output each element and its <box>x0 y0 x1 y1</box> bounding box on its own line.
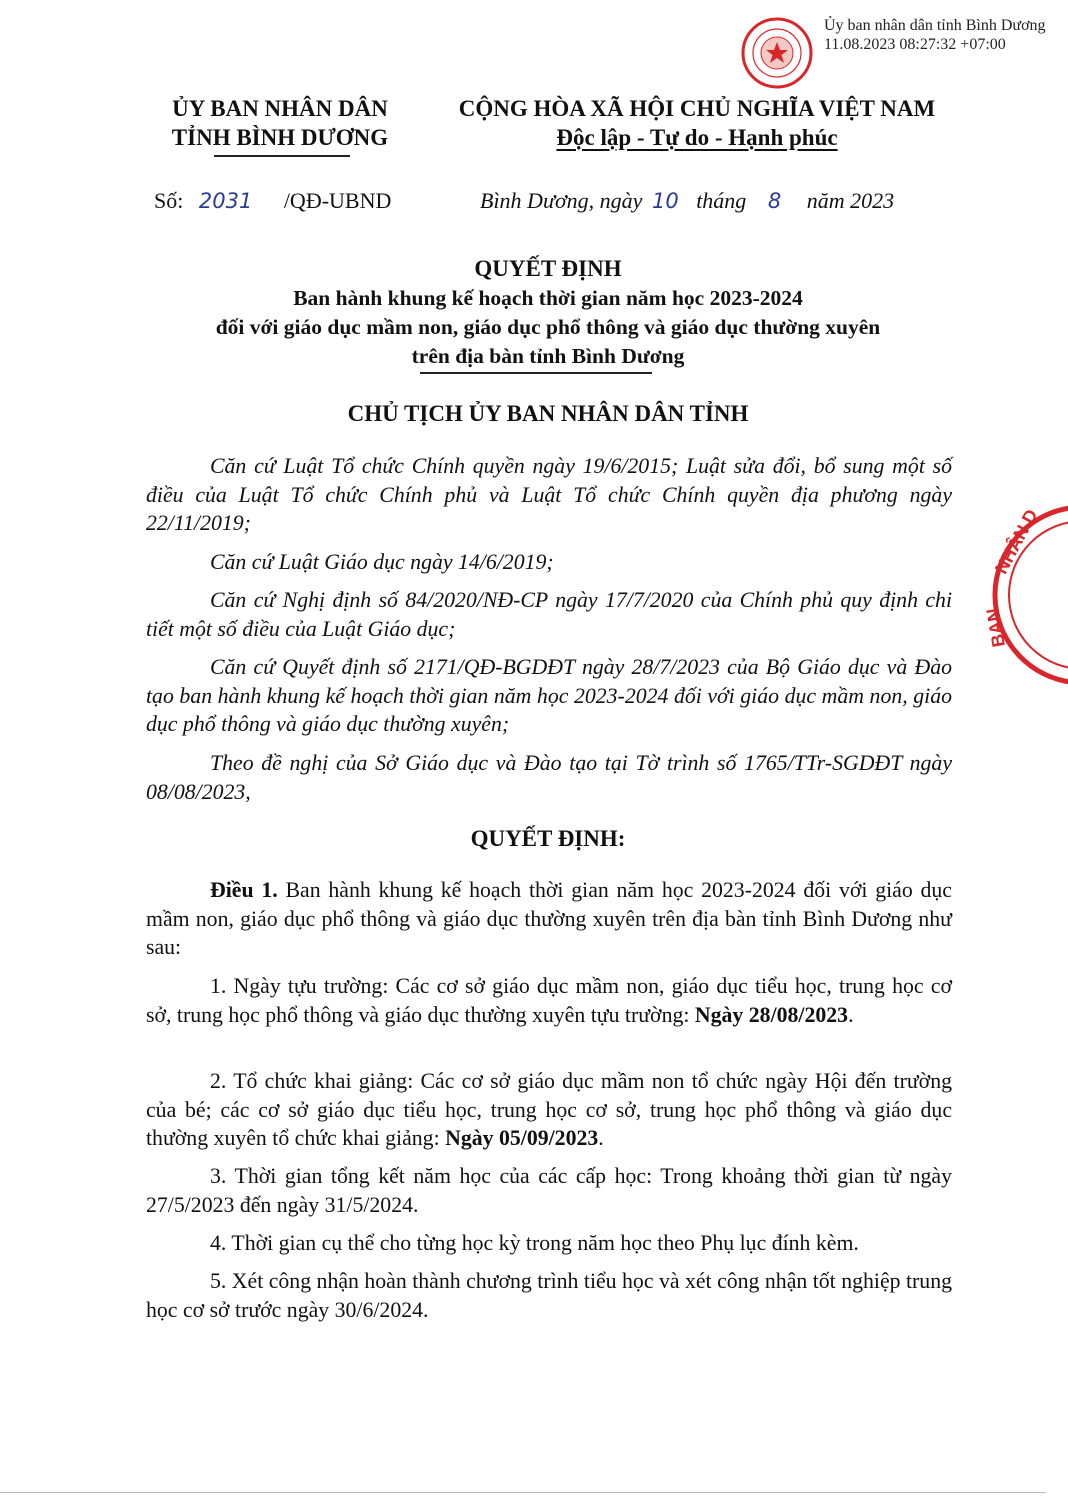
svg-text:BAN: BAN <box>982 606 1009 649</box>
signature-timestamp: 11.08.2023 08:27:32 +07:00 <box>824 36 1006 53</box>
signature-signer: Ủy ban nhân dân tỉnh Bình Dương <box>824 17 1046 34</box>
doc-number-suffix: /QĐ-UBND <box>283 188 392 213</box>
item-3: 3. Thời gian tổng kết năm học của các cấp học: Trong khoảng thời gian từ ngày 27/5/2023 đến ngày 31/5/2024. <box>146 1164 952 1217</box>
item-1 <box>146 972 952 1029</box>
item-2-text: 2. Tổ chức khai giảng: Các cơ sở giáo dục mầm non tổ chức ngày Hội đến trường của bé; các cơ sở giáo dục tiểu học, trung học cơ sở, trung học phổ thông và giáo dục thường xuyên tổ chức khai giảng: <box>146 1069 952 1150</box>
date-month-label: tháng <box>696 188 747 213</box>
document-subtitle-line-3: trên địa bàn tỉnh Bình Dương <box>411 344 685 368</box>
digital-signature-text <box>824 16 1046 54</box>
org-line-1: ỦY BAN NHÂN DÂN <box>172 96 388 121</box>
title-underline <box>420 372 652 374</box>
item-2-end: . <box>598 1126 604 1150</box>
authority-heading: CHỦ TỊCH ỦY BAN NHÂN DÂN TỈNH <box>347 401 749 426</box>
svg-text:NHÂN D: NHÂN D <box>991 505 1042 578</box>
item-1-date: Ngày 28/08/2023 <box>694 1002 849 1027</box>
item-2-date: Ngày 05/09/2023 <box>445 1126 599 1150</box>
date-place: Bình Dương, ngày <box>480 188 643 213</box>
decision-heading: QUYẾT ĐỊNH: <box>470 826 626 851</box>
doc-number-prefix: Số: <box>154 188 184 213</box>
article-1-text: Ban hành khung kế hoạch thời gian năm học 2023-2024 đối với giáo dục mầm non, giáo dục phổ thông và giáo dục thường xuyên trên địa bàn tỉnh Bình Dương như sau: <box>146 878 952 959</box>
item-5: 5. Xét công nhận hoàn thành chương trình tiểu học và xét công nhận tốt nghiệp trung học cơ sở trước ngày 30/6/2024. <box>146 1269 952 1322</box>
date-year: năm 2023 <box>806 188 895 213</box>
date-month-handwritten: 8 <box>767 189 782 213</box>
article-1-label: Điều 1. <box>210 878 278 902</box>
legal-ground-3: Căn cứ Nghị định số 84/2020/NĐ-CP ngày 17/7/2020 của Chính phủ quy định chi tiết một số điều của Luật Giáo dục; <box>146 588 952 641</box>
document-subtitle-line-2: đối với giáo dục mầm non, giáo dục phổ thông và giáo dục thường xuyên <box>215 315 881 339</box>
doc-number-handwritten: 2031 <box>198 189 253 213</box>
org-underline <box>214 155 350 157</box>
digital-signature-seal-icon <box>740 16 814 90</box>
issuing-organization <box>148 94 412 152</box>
org-line-2: TỈNH BÌNH DƯƠNG <box>171 125 389 150</box>
scan-edge-line <box>0 1492 1046 1493</box>
legal-ground-1: Căn cứ Luật Tổ chức Chính quyền ngày 19/6/2015; Luật sửa đổi, bổ sung một số điều của Luật Tổ chức Chính phủ và Luật Tổ chức Chính quyền địa phương ngày 22/11/2019; <box>146 454 952 535</box>
national-motto <box>432 94 962 152</box>
document-title: QUYẾT ĐỊNH <box>474 256 622 281</box>
item-1-text: 1. Ngày tựu trường: Các cơ sở giáo dục mầm non, giáo dục tiểu học, trung học cơ sở, trung học phổ thông và giáo dục thường xuyên tựu trường: <box>146 974 952 1027</box>
document-subtitle-line-1: Ban hành khung kế hoạch thời gian năm học 2023-2024 <box>293 286 803 310</box>
issue-date <box>480 188 894 214</box>
nation-line-1: CỘNG HÒA XÃ HỘI CHỦ NGHĨA VIỆT NAM <box>458 96 936 121</box>
legal-ground-4: Căn cứ Quyết định số 2171/QĐ-BGDĐT ngày 28/7/2023 của Bộ Giáo dục và Đào tạo ban hành khung kế hoạch thời gian năm học 2023-2024 đối với giáo dục mầm non, giáo dục phổ thông và giáo dục thường xuyên; <box>146 655 952 736</box>
document-number <box>154 188 391 214</box>
article-1 <box>146 876 952 962</box>
red-stamp-seal-icon <box>982 500 1068 690</box>
legal-ground-5: Theo đề nghị của Sở Giáo dục và Đào tạo tại Tờ trình số 1765/TTr-SGDĐT ngày 08/08/2023, <box>146 751 952 804</box>
item-1-end: . <box>848 1002 854 1027</box>
nation-line-2: Độc lập - Tự do - Hạnh phúc <box>556 125 838 150</box>
date-day-handwritten: 10 <box>651 189 679 213</box>
item-4: 4. Thời gian cụ thể cho từng học kỳ trong năm học theo Phụ lục đính kèm. <box>210 1231 859 1255</box>
legal-ground-2: Căn cứ Luật Giáo dục ngày 14/6/2019; <box>210 550 554 574</box>
item-2 <box>146 1067 952 1153</box>
